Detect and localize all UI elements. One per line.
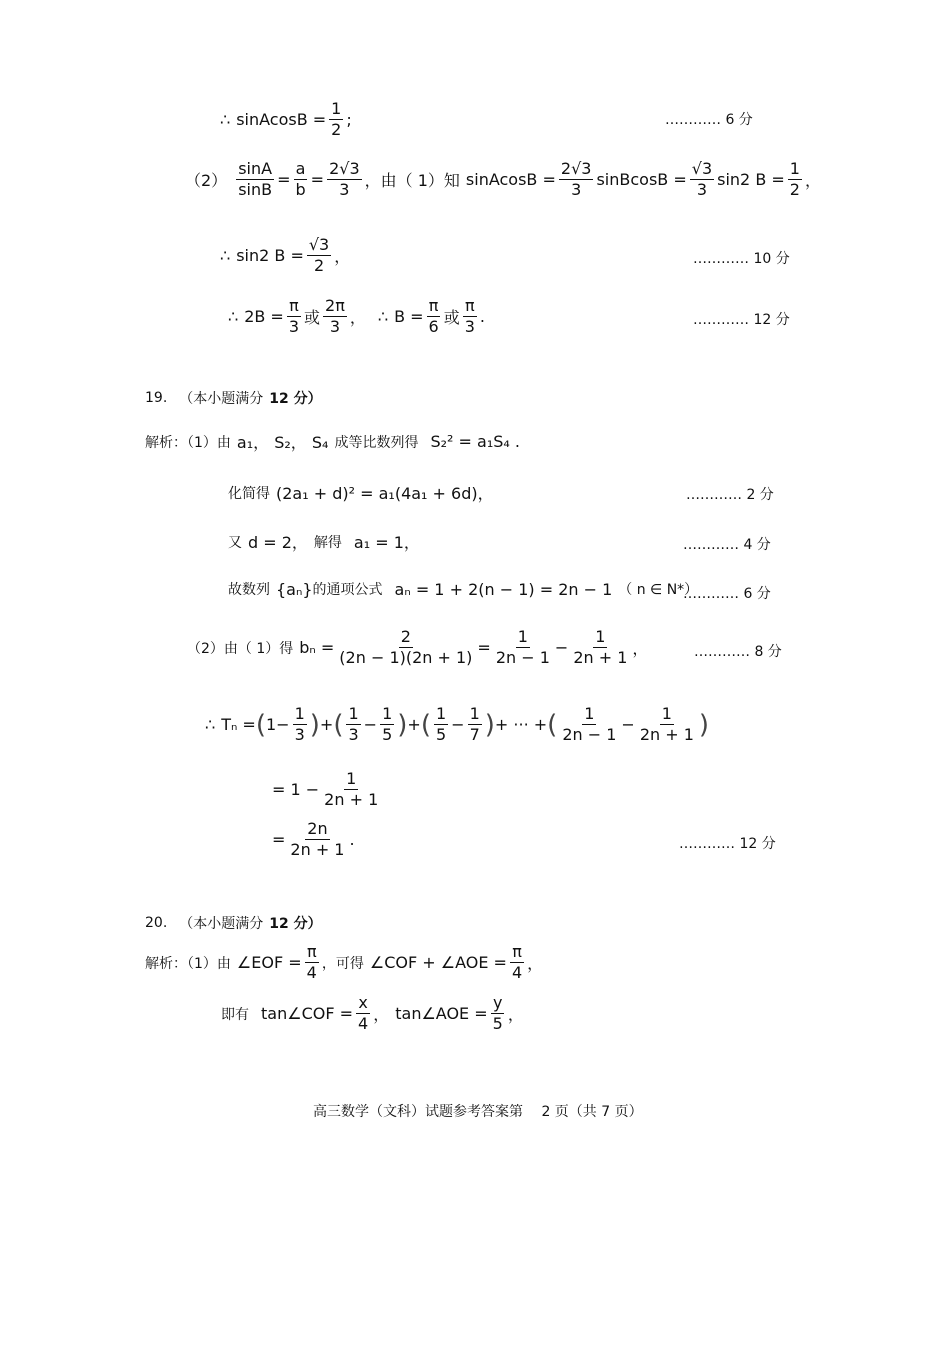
fraction-2n-2n+1: $\frac{2n}{2n + 1}$ (290, 819, 345, 860)
fraction-1-2n-1: $\frac{1}{2n - 1}$ (495, 627, 550, 668)
question-20-heading: 20. （本小题满分 12 分） (145, 915, 322, 932)
line-19-simplify: 化简得 (2a₁ + d)² = a₁(4a₁ + 6d)， (228, 484, 494, 503)
fraction-1-2n+1: $\frac{1}{2n + 1}$ (573, 627, 628, 668)
fraction-2sqrt3-3-b: $\frac{2√3}{3}$ (560, 159, 592, 200)
fraction-pi-4-b: $\frac{\pi}{4}$ (511, 942, 523, 983)
fraction-1-5-b: $\frac{1}{5}$ (435, 704, 447, 745)
fraction-1-2n+1-c: $\frac{1}{2n + 1}$ (324, 769, 379, 810)
line-20-tan: 即有 tan∠COF = $\frac{x}{4}$ ， tan∠AOE = $\frac{y}{5}$ ， (221, 993, 524, 1034)
fraction-a-b: $\frac{a}{b}$ (295, 159, 306, 200)
score-10: ………… 10 分 (693, 251, 790, 267)
fraction-1-5: $\frac{1}{5}$ (382, 704, 393, 745)
fraction-pi-3: $\frac{\pi}{3}$ (288, 296, 300, 337)
fraction-pi-6: $\frac{\pi}{6}$ (428, 296, 439, 337)
fraction-bn: $\frac{2}{(2n - 1)(2n + 1)}$ (339, 627, 473, 668)
fraction-1-2n-1-b: $\frac{1}{2n - 1}$ (562, 704, 617, 745)
fraction-1-2n+1-b: $\frac{1}{2n + 1}$ (639, 704, 694, 745)
line-19-geometric: 解析：（1）由 a₁， S₂， S₄ 成等比数列得 S₂² = a₁S₄ . (145, 432, 520, 452)
fraction-2pi-3: $\frac{2\pi}{3}$ (325, 296, 345, 337)
line-sin2b: ∴ sin2 B = $\frac{√3}{2}$ ， (220, 235, 351, 276)
line-19-tn-sum: ∴ Tₙ = ( 1 − $\frac{1}{3}$ ) + ( $\frac{1}{3}$ − $\frac{1}{5}$ ) + ( $\frac{1}{5}$ − $\frac{1}{7}$ ) + ··· + ( $\frac{1}{2n - 1}$ − $\frac{1}{2n + 1}$ ) (205, 704, 710, 745)
question-19-heading: 19. （本小题满分 12 分） (145, 390, 322, 407)
score-6b: ………… 6 分 (683, 586, 771, 602)
line-19-bn: （2）由（ 1）得 bₙ = $\frac{2}{(2n - 1)(2n + 1)}$ = $\frac{1}{2n - 1}$ − $\frac{1}{2n + 1}$ ， (187, 627, 649, 668)
fraction-1-3: $\frac{1}{3}$ (294, 704, 305, 745)
fraction-sinA-sinB: $\frac{\sin A}{\sin B}$ (238, 159, 273, 200)
line-19-tn-result: = $\frac{2n}{2n + 1}$ . (272, 819, 355, 860)
line-19-general-term: 故数列 {aₙ} 的通项公式 aₙ = 1 + 2(n − 1) = 2n − 1 （ n ∈ N*） (228, 579, 699, 599)
line-part2-sine-ratio: （2） $\frac{\sin A}{\sin B}$ = $\frac{a}{b}$ = $\frac{2√3}{3}$ ，由（ 1）知 sinAcosB = $\frac{2√3}{3}$ sinBcosB = $\frac{√3}{3}$ sin2 B = $\frac{1}{2}$ ， (185, 159, 821, 200)
score-12: ………… 12 分 (693, 312, 790, 328)
score-12b: ………… 12 分 (679, 836, 776, 852)
score-6: ………… 6 分 (665, 112, 753, 128)
score-4: ………… 4 分 (683, 537, 771, 553)
fraction-1-7: $\frac{1}{7}$ (469, 704, 480, 745)
line-2b-solutions: ∴ 2B = $\frac{\pi}{3}$ 或 $\frac{2\pi}{3}$ ， ∴ B = $\frac{\pi}{6}$ 或 $\frac{\pi}{3}$ . (228, 296, 486, 337)
fraction-y-5: $\frac{y}{5}$ (492, 993, 503, 1034)
fraction-1-3-b: $\frac{1}{3}$ (348, 704, 359, 745)
fraction-2sqrt3-3: $\frac{2√3}{3}$ (329, 159, 360, 200)
fraction-one-half: $\frac{1}{2}$ (331, 99, 342, 140)
line-20-angles: 解析：（1）由 ∠EOF = $\frac{\pi}{4}$ ，可得 ∠COF + ∠AOE = $\frac{\pi}{4}$ ， (145, 942, 544, 983)
score-8: ………… 8 分 (694, 644, 782, 660)
fraction-x-4: $\frac{x}{4}$ (358, 993, 369, 1034)
score-2: ………… 2 分 (686, 487, 774, 503)
line-sinacosb: ∴ sinAcosB = $\frac{1}{2}$ ; (220, 99, 352, 140)
fraction-pi-4: $\frac{\pi}{4}$ (306, 942, 317, 983)
page-footer: 高三数学（文科）试题参考答案第 2 页（共 7 页） (313, 1104, 643, 1120)
line-19-tn-step: = 1 − $\frac{1}{2n + 1}$ (272, 769, 379, 810)
fraction-sqrt3-2: $\frac{√3}{2}$ (308, 235, 330, 276)
fraction-sqrt3-3: $\frac{√3}{3}$ (691, 159, 713, 200)
fraction-pi-3-b: $\frac{\pi}{3}$ (464, 296, 475, 337)
fraction-one-half-b: $\frac{1}{2}$ (789, 159, 800, 200)
line-19-d: 又 d = 2， 解得 a₁ = 1， (228, 533, 420, 552)
